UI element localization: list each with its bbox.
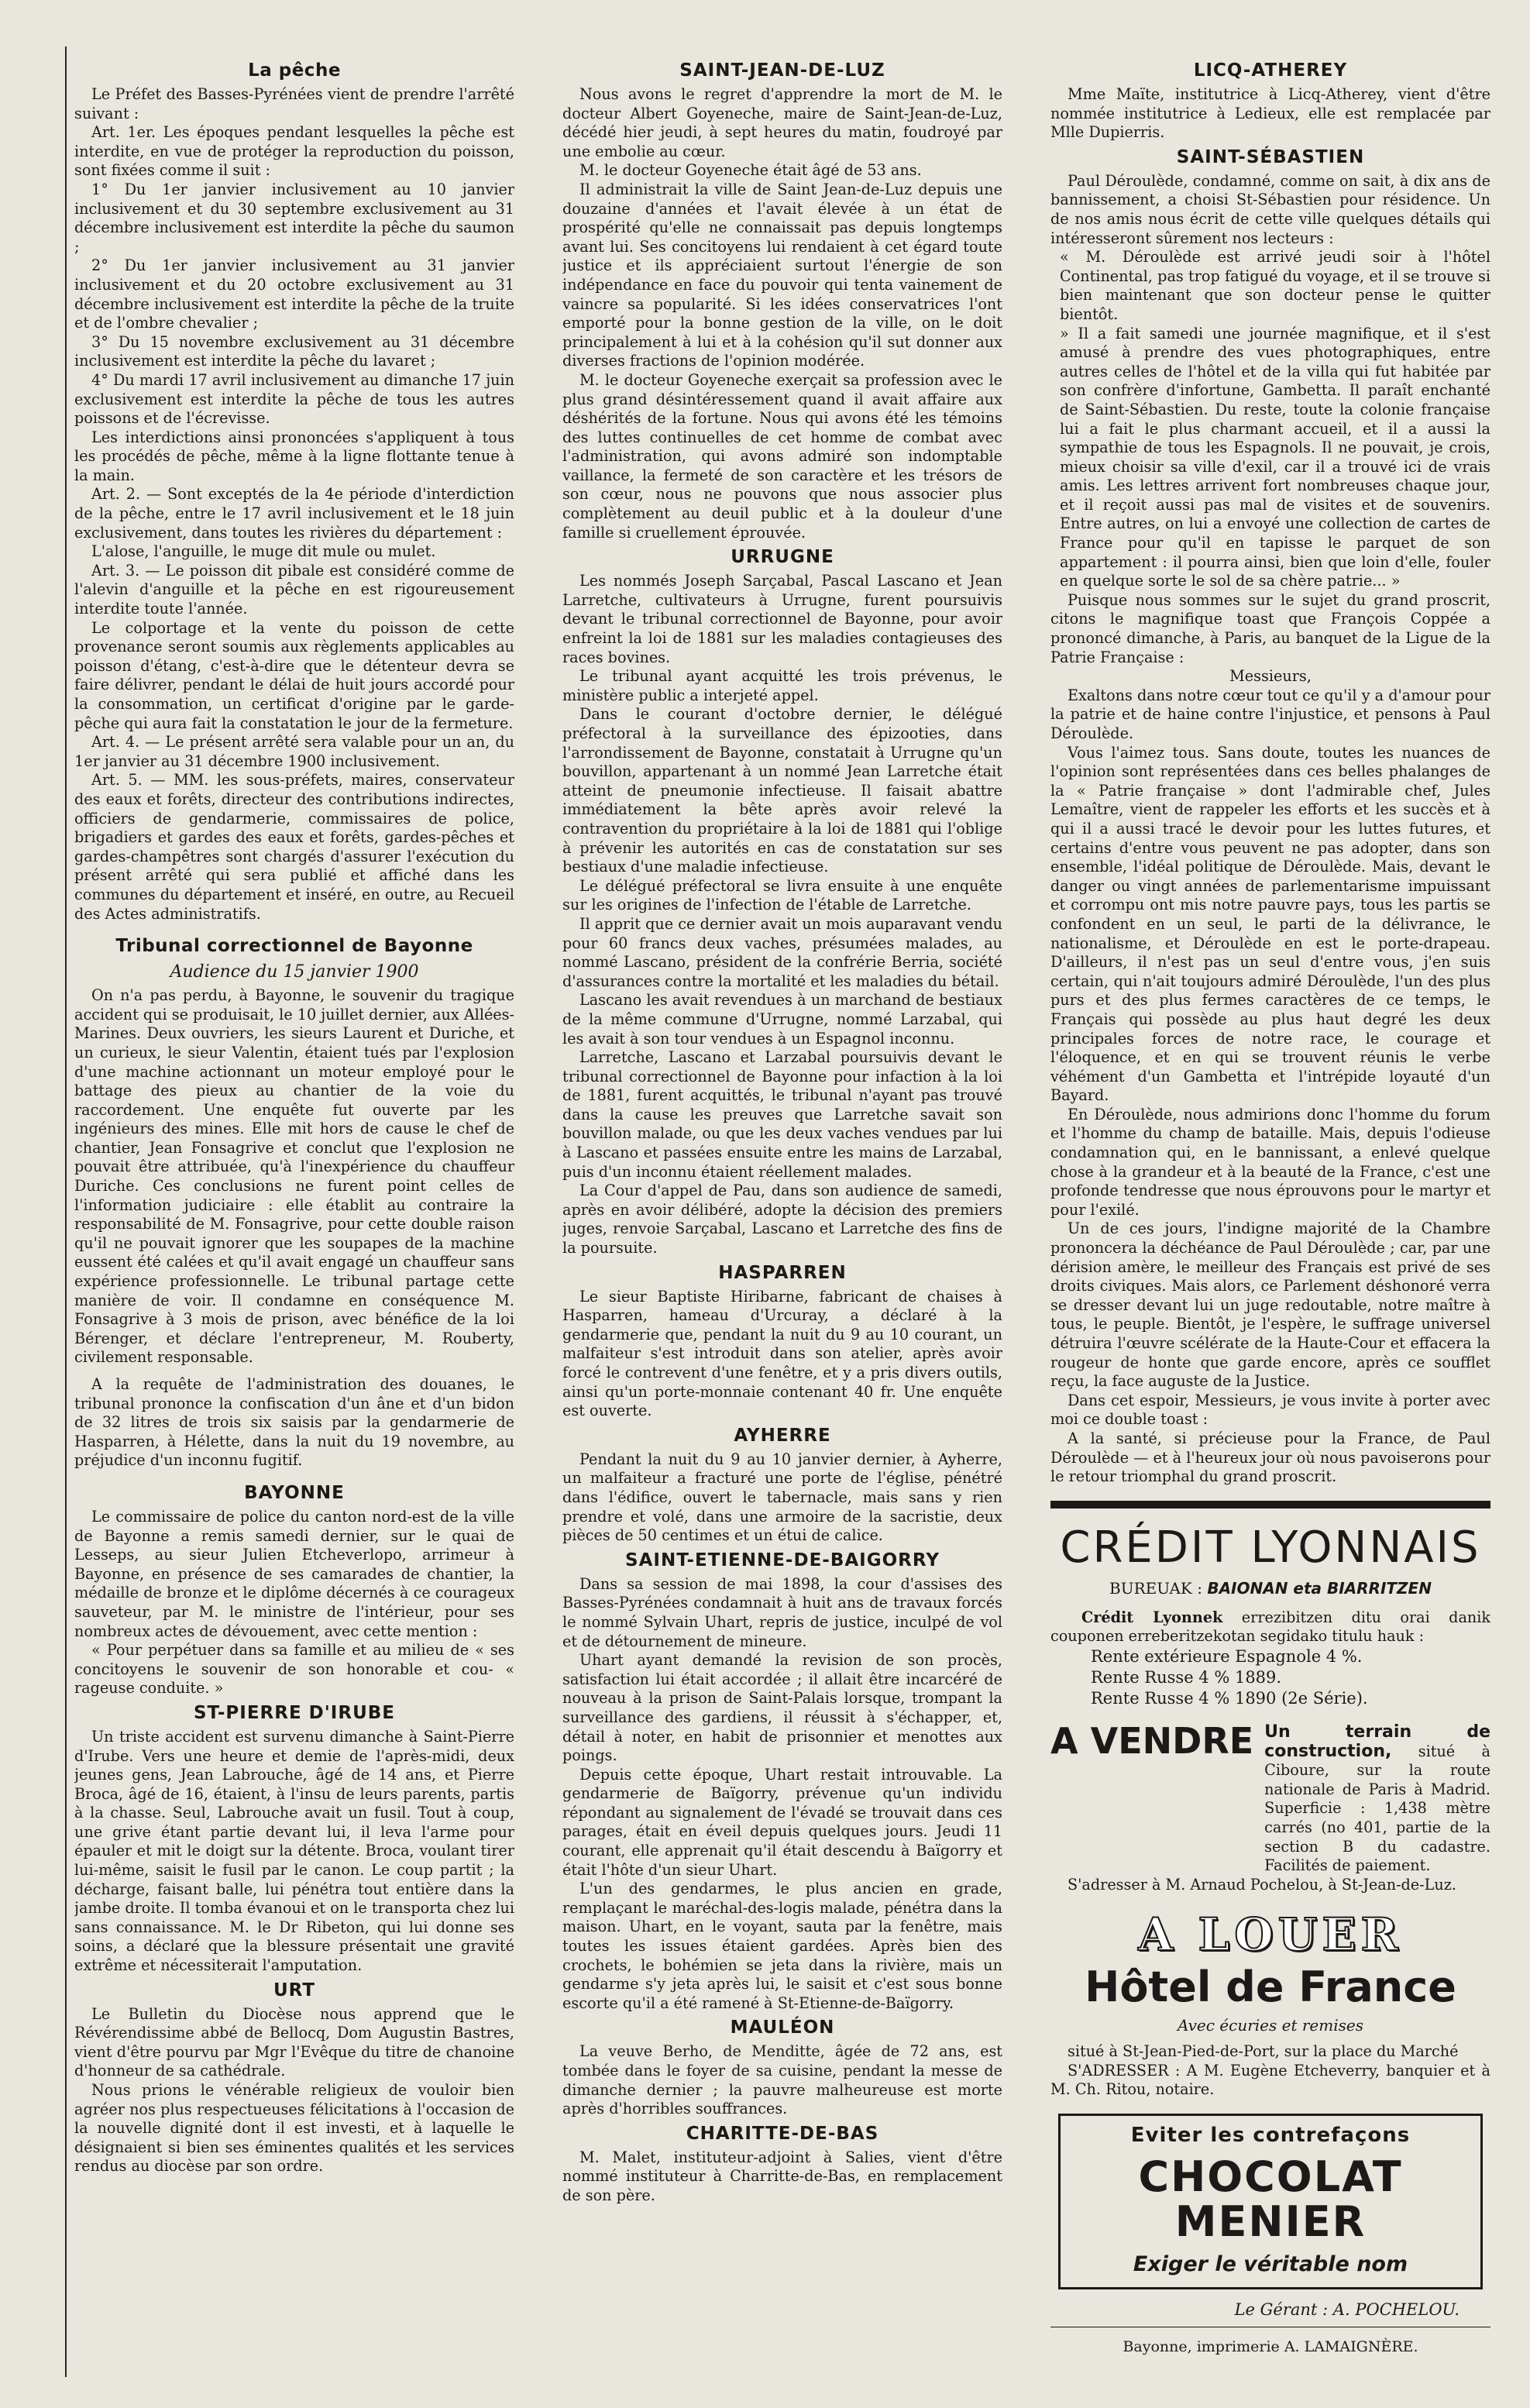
vendre-contact: S'adresser à M. Arnaud Pochelou, à St-Jean-de-Luz. [1068,1875,1456,1894]
paragraph: Art. 2. — Sont exceptés de la 4e période d'interdiction de la pêche, entre le 17 avril inclusivement et le 18 juin exclusivement, dans toutes les rivières du département : [74,485,514,542]
paragraph: Le Bulletin du Diocèse nous apprend que le Révérendissime abbé de Bellocq, Dom Augustin Bastres, vient d'être pourvu par Mgr l'Evêque du titre de chanoine d'honneur de sa cathédrale. [74,2004,514,2080]
credit-bureau-label: BUREUAK : [1109,1578,1202,1598]
credit-title: CRÉDIT LYONNAIS [1060,1522,1481,1573]
paragraph: 1° Du 1er janvier inclusivement au 10 janvier inclusivement et du 30 septembre exclusivement au 31 décembre inclusivement est interdite la pêche du saumon ; [74,180,514,256]
section-title-mauleon: MAULÉON [730,2018,835,2038]
rente-item: Rente Russe 4 % 1889. [1091,1667,1282,1687]
paragraph: Art. 1er. Les époques pendant lesquelles la pêche est interdite, en vue de protéger la reproduction du poisson, sont fixées comme il suit : [74,123,514,180]
columns [74,56,1490,2377]
section-title-urrugne: URRUGNE [731,547,834,568]
paragraph: M. le docteur Goyeneche était âgé de 53 ans. [579,161,922,180]
section-title-peche: La pêche [248,60,341,81]
paragraph: Le délégué préfectoral se livra ensuite à une enquête sur les origines de l'infection de l'étable de Larretche. [562,876,1002,914]
paragraph: Le sieur Baptiste Hiribarne, fabricant de chaises à Hasparren, hameau d'Urcuray, a déclaré à la gendarmerie que, pendant la nuit du 9 au 10 courant, un malfaiteur s'est introduit dans son atelier, après avoir forcé le contrevent d'une fenêtre, et y a pris divers outils, ainsi qu'un porte-monnaie contenant 40 fr. Une enquête est ouverte. [562,1287,1002,1420]
ad-menier [1058,2114,1483,2289]
hotel-title: Hôtel de France [1085,1963,1456,2012]
menier-ask: Exiger le véritable nom [1133,2252,1408,2277]
rente-list [1050,1646,1490,1709]
paragraph: A la requête de l'administration des douanes, le tribunal prononce la confiscation d'un âne et d'un bidon de 32 litres de trois six saisis par la gendarmerie de Hasparren, à Hélette, dans la nuit du 19 novembre, au préjudice d'un inconnu fugitif. [74,1375,514,1470]
section-title-urt: URT [273,1980,316,2000]
vendre-bold: Un terrain de construction, [1264,1722,1490,1761]
paragraph: Uhart ayant demandé la revision de son procès, satisfaction lui était accordée ; il allait être incarcéré de nouveau à la prison de Saint-Palais lorsque, trompant la surveillance des gardiens, il réussit à s'échapper, et, détail à noter, en habit de prisonnier et menottes aux poings. [562,1651,1002,1765]
peche-article [74,85,514,924]
paragraph: Depuis cette époque, Uhart restait introuvable. La gendarmerie de Baïgorry, prévenue qu'un individu répondant au signalement de l'évadé se trouvait dans ces parages, était en éveil depuis quelques jours. Jeudi 11 courant, elle apprenait qu'il était descendu à Baïgorry et était l'hôte d'un sieur Uhart. [562,1765,1002,1879]
paragraph: Le Préfet des Basses-Pyrénées vient de prendre l'arrêté suivant : [74,85,514,122]
hotel-text: situé à St-Jean-Pied-de-Port, sur la place du Marché [1068,2042,1459,2061]
paragraph: Paul Déroulède, condamné, comme on sait, à dix ans de bannissement, a choisi St-Sébastien pour résidence. Un de nos amis nous écrit de cette ville quelques détails qui intéresseront sûrement nos lecteurs : [1050,171,1490,247]
paragraph: Puisque nous sommes sur le sujet du grand proscrit, citons le magnifique toast que François Coppée a prononcé dimanche, à Paris, au banquet de la Ligue de la Patrie Française : [1050,590,1490,666]
paragraph: Art. 3. — Le poisson dit pibale est considéré comme de l'alevin d'anguille et la pêche en est rigoureusement interdite toute l'année. [74,561,514,618]
section-title-sjdl: SAINT-JEAN-DE-LUZ [679,60,885,81]
paragraph: Le colportage et la vente du poisson de cette provenance seront soumis aux règlements applicables au poisson d'étang, c'est-à-dire que le détenteur devra se faire délivrer, pendant le délai de huit jours accordé pour la consommation, un certificat d'origine par le garde-pêche qui aura fait la constatation le jour de la fermeture. [74,618,514,732]
ad-divider [1050,1501,1490,1508]
paragraph: Larretche, Lascano et Larzabal poursuivis devant le tribunal correctionnel de Bayonne pour infaction à la loi de 1881, furent acquittés, le tribunal n'ayant pas trouvé dans la cause les preuves que Larretche savait son bouvillon malade, ou que les deux vaches vendues par lui à Lascano et passées ensuite entre les mains de Larzabal, puis d'un inconnu étaient réellement malades. [562,1048,1002,1181]
section-title-bayonne: BAYONNE [244,1482,345,1503]
paragraph: Nous avons le regret d'apprendre la mort de M. le docteur Albert Goyeneche, maire de Saint-Jean-de-Luz, décédé hier jeudi, à sept heures du matin, foudroyé par une embolie au cœur. [562,85,1002,160]
credit-text: errezibitzen ditu orai danik couponen erreberitzekotan segidako titulu hauk : [1050,1608,1490,1646]
louer-title: A LOUER [1138,1908,1403,1962]
paragraph: Art. 4. — Le présent arrêté sera valable pour un an, du 1er janvier au 31 décembre 1900 inclusivement. [74,733,514,770]
menier-chocolat: CHOCOLAT [1138,2152,1403,2202]
paragraph: Messieurs, [1229,667,1312,686]
paragraph: Les interdictions ainsi prononcées s'appliquent à tous les procédés de pêche, même à la ligne flottante tenue à la main. [74,428,514,484]
vendre-body [1264,1723,1490,1876]
gerant: Le Gérant : A. POCHELOU. [1050,2300,1490,2327]
section-title-charitte: CHARITTE-DE-BAS [686,2123,879,2144]
section-title-tribunal: Tribunal correctionnel de Bayonne [115,936,473,957]
credit-lead: Crédit Lyonnek [1081,1608,1223,1626]
section-title-irube: ST-PIERRE D'IRUBE [193,1702,395,1723]
column-1 [74,56,514,2377]
section-title-ayherre: AYHERRE [734,1425,831,1446]
paragraph: Le tribunal ayant acquitté les trois prévenus, le ministère public a interjeté appel. [562,667,1002,704]
paragraph: Mme Maïte, institutrice à Licq-Atherey, vient d'être nommée institutrice à Ledieux, elle est remplacée par Mlle Dupierris. [1050,85,1490,142]
paragraph: Les nommés Joseph Sarçabal, Pascal Lascano et Jean Larretche, cultivateurs à Urrugne, furent poursuivis devant le tribunal correctionnel de Bayonne, pour avoir enfreint la loi de 1881 sur les maladies contagieuses des races bovines. [562,572,1002,666]
section-title-hasparren: HASPARREN [718,1262,847,1283]
rente-item: Rente Russe 4 % 1890 (2e Série). [1091,1688,1368,1708]
audience-date: Audience du 15 janvier 1900 [170,962,419,982]
paragraph: » Il a fait samedi une journée magnifique, et il s'est amusé à prendre des vues photographiques, entre autres celles de l'hôtel et de la villa qui fut habitée par son confrère d'infortune, Gambetta. Il paraît enchanté de Saint-Sébastien. Du reste, toute la colonie française lui a fait le plus charmant accueil, et il a aussi la sympathie de tous les Espagnols. Il ne pouvait, je crois, mieux choisir sa ville d'exil, car il a trouvé ici de vrais amis. Les lettres arrivent fort nombreuses chaque jour, et il reçoit aussi pas mal de visites et de souvenirs. Entre autres, on lui a envoyé une collection de cartes de France pour qu'il en tapisse le parquet de son appartement : il pourra ainsi, bien que loin d'elle, fouler en quelque sorte le sol de sa chère patrie... » [1060,324,1490,590]
paragraph: Exaltons dans notre cœur tout ce qu'il y a d'amour pour la patrie et de haine contre l'injustice, et pensons à Paul Déroulède. [1050,686,1490,742]
menier-brand: MENIER [1174,2197,1367,2247]
paragraph: L'alose, l'anguille, le muge dit mule ou mulet. [91,542,436,561]
section-title-baigorry: SAINT-ETIENNE-DE-BAIGORRY [625,1550,940,1570]
paragraph: Un de ces jours, l'indigne majorité de la Chambre prononcera la déchéance de Paul Déroulède ; car, par une dérision amère, le meilleur des Français est privé de ses droits civiques. Mais alors, ce Parlement déshonoré verra se dresser devant lui un juge redoutable, notre maître à tous, le peuple. Bientôt, je l'espère, le suffrage universel détruira l'œuvre scélérate de la Haute-Cour et effacera la rougeur de honte que garde encore, après ce soufflet reçu, la face auguste de la Justice. [1050,1219,1490,1391]
paragraph: Le commissaire de police du canton nord-est de la ville de Bayonne a remis samedi dernier, sur le quai de Lesseps, au sieur Julien Etcheverlopo, arrimeur à Bayonne, en présence de ses camarades de chantier, la médaille de bronze et le diplôme décernés à ce courageux sauveteur, par M. le ministre de l'intérieur, pour ses nombreux actes de dévouement, avec cette mention : [74,1507,514,1640]
paragraph: Vous l'aimez tous. Sans doute, toutes les nuances de l'opinion sont représentées dans ces belles phalanges de la « Patrie française » dont l'admirable chef, Jules Lemaître, vient de rappeler les efforts et les succès et à qui il a aussi tracé le devoir pour les luttes futures, et certains d'entre vous peuvent ne pas adopter, dans son ensemble, l'idéal politique de Déroulède. Mais, devant le danger ou vingt années de parlementarisme impuissant et corrompu ont mis notre pauvre pays, tous les partis se confondent en un seul, le parti de la délivrance, le nationalisme, et Déroulède en est le porte-drapeau. D'ailleurs, il n'est pas un seul d'entre vous, j'en suis certain, qui n'ait toujours admiré Déroulède, l'un des plus purs et des plus fermes caractères de ce temps, le Français qui possède au plus haut degré les deux principales forces de notre race, le courage et l'éloquence, et en qui se trouvent réunis le verbe véhément d'un Gambetta et l'intrépide loyauté d'un Bayard. [1050,743,1490,1105]
paragraph: On n'a pas perdu, à Bayonne, le souvenir du tragique accident qui se produisait, le 10 juillet dernier, aux Allées-Marines. Deux ouvriers, les sieurs Laurent et Duriche, et un curieux, le sieur Valentin, étaient tués par l'explosion d'une machine actionnant un moteur employé pour le battage des pieux au chantier de la voie du raccordement. Une enquête fut ouverte par les ingénieurs des mines. Elle mit hors de cause le chef de chantier, Jean Fonsagrive et conclut que l'explosion ne pouvait être attribuée, qu'à l'inexpérience du chauffeur Duriche. Ces conclusions ne furent point celles de l'information judiciaire : elle établit au contraire la responsabilité de M. Fonsagrive, pour cette double raison qu'il ne pouvait ignorer que les soupapes de la machine eussent été calées et qu'il avait engagé un chauffeur sans expérience professionnelle. Le tribunal partage cette manière de voir. Il condamne en conséquence M. Fonsagrive à 3 mois de prison, avec bénéfice de la loi Bérenger, et déclare l'entrepreneur, M. Rouberty, civilement responsable. [74,986,514,1367]
paragraph: L'un des gendarmes, le plus ancien en grade, remplaçant le maréchal-des-logis malade, pénétra dans la maison. Uhart, en le voyant, sauta par la fenêtre, mais toutes les issues étaient gardées. Après bien des crochets, le bohémien se jeta dans la rivière, mais un gendarme s'y jeta après lui, le saisit et c'est sous bonne escorte qu'il a été ramené à St-Etienne-de-Baïgorry. [562,1880,1002,2012]
hotel-ecuries: Avec écuries et remises [1177,2016,1363,2035]
paragraph: « Pour perpétuer dans sa famille et au milieu de « ses concitoyens le souvenir de son honorable et cou- « rageuse conduite. » [74,1641,514,1698]
paragraph: Lascano les avait revendues à un marchand de bestiaux de la même commune d'Urrugne, nommé Larzabal, qui les avait à son tour vendues à un Espagnol inconnu. [562,991,1002,1047]
credit-bureau-value: BAIONAN eta BIARRITZEN [1207,1578,1432,1598]
section-title-sebastien: SAINT-SÉBASTIEN [1176,146,1365,167]
paragraph: Pendant la nuit du 9 au 10 janvier dernier, à Ayherre, un malfaiteur a fracturé une porte de l'église, pénétré dans l'édifice, ouvert le tabernacle, mais sans y rien prendre et volé, dans une armoire de la sacristie, deux pièces de 50 centimes et un étui de calice. [562,1450,1002,1545]
paragraph: La veuve Berho, de Menditte, âgée de 72 ans, est tombée dans le foyer de sa cuisine, pendant la messe de dimanche dernier ; la pauvre malheureuse est morte après d'horribles souffrances. [562,2042,1002,2118]
paragraph: Un triste accident est survenu dimanche à Saint-Pierre d'Irube. Vers une heure et demie de l'après-midi, deux jeunes gens, Jean Labrouche, âgé de 14 ans, et Pierre Broca, âgé de 16, étaient, à l'insu de leurs parents, partis à la chasse. Seul, Labrouche avait un fusil. Tout à coup, une grive étant partie devant lui, il leva l'arme pour épauler et mit le doigt sur la détente. Broca, voulant tirer lui-même, saisit le fusil par le canon. Le coup partit ; la décharge, faisant balle, lui pénétra tout entière dans la jambe droite. Il tomba évanoui et on le transporta chez lui sans connaissance. M. le Dr Ribeton, qui lui donne ses soins, a déclaré que la blessure présentait une gravité extrême et nécessiterait l'amputation. [74,1727,514,1975]
paragraph: En Déroulède, nous admirions donc l'homme du forum et l'homme du champ de bataille. Mais, depuis l'odieuse condamnation qui, en le bannissant, a enlevé quelque chose à la grandeur et à la beauté de la France, c'est une profonde tendresse que nous éprouvons pour le martyr et pour l'exilé. [1050,1105,1490,1219]
section-title-licq: LICQ-ATHEREY [1193,60,1348,81]
left-border-line [65,46,67,2377]
paragraph: Nous prions le vénérable religieux de vouloir bien agréer nos plus respectueuses félicitations à l'occasion de la nouvelle dignité dont il est investi, et à laquelle le désignaient si bien ses éminentes qualités et les services rendus au diocèse par son ordre. [74,2081,514,2176]
imprimerie: Bayonne, imprimerie A. LAMAIGNÈRE. [1123,2338,1418,2356]
paragraph: « M. Déroulède est arrivé jeudi soir à l'hôtel Continental, pas trop fatigué du voyage, et il se trouve si bien maintenant que son docteur pense le quitter bientôt. [1060,248,1490,323]
hotel-contact: S'ADRESSER : A M. Eugène Etcheverry, banquier et à M. Ch. Ritou, notaire. [1050,2061,1490,2099]
paragraph: Dans le courant d'octobre dernier, le délégué préfectoral à la surveillance des épizooties, dans l'arrondissement de Bayonne, constatait à Urrugne qu'un bouvillon, appartenant à un nommé Jean Larretche était atteint de pneumonie infectieuse. Il faisait abattre immédiatement la bête après avoir relevé la contravention du propriétaire à la loi de 1881 qui l'oblige à prévenir les autorités en cas de constatation sur ses bestiaux d'une maladie infectieuse. [562,705,1002,876]
ad-credit-lyonnais [1050,1522,1490,1709]
paragraph: M. Malet, instituteur-adjoint à Salies, vient d'être nommé instituteur à Charritte-de-Bas, en remplacement de son père. [562,2148,1002,2204]
paragraph: 2° Du 1er janvier inclusivement au 31 janvier inclusivement et du 20 octobre exclusivement au 31 décembre inclusivement est interdite la pêche de la truite et de l'ombre chevalier ; [74,256,514,332]
column-3 [1050,56,1490,2377]
vendre-title: A VENDRE [1050,1719,1254,1762]
paragraph: A la santé, si précieuse pour la France, de Paul Déroulède — et à l'heureux jour où nous pavoiserons pour le retour triomphal du grand proscrit. [1050,1429,1490,1486]
paragraph: M. le docteur Goyeneche exerçait sa profession avec le plus grand désintéressement quand il avait affaire aux déshérités de la fortune. Nous qui avons été les témoins des luttes continuelles de cet homme de combat avec l'administration, qui avons admiré son indomptable vaillance, la fermeté de son caractère et les trésors de son cœur, nous ne pouvons que nous associer plus complètement au deuil public et à la douleur d'une famille si cruellement éprouvée. [562,370,1002,542]
credit-bureau [1050,1579,1490,1598]
paragraph: 4° Du mardi 17 avril inclusivement au dimanche 17 juin exclusivement est interdite la pêche de tous les autres poissons et de l'écrevisse. [74,370,514,428]
paragraph: Il administrait la ville de Saint Jean-de-Luz depuis une douzaine d'années et l'avait élevée à un état de prospérité qu'elle ne connaissait pas depuis longtemps avant lui. Ses concitoyens lui rendaient à cet égard toute justice et ils appréciaient surtout l'énergie de son indépendance en face du pouvoir qui tenta vainement de vaincre sa popularité. Si les idées conservatrices l'ont emporté pour la bonne gestion de la ville, on le doit principalement à lui et à la cohésion qu'il sut donner aux diverses fractions de l'opinion modérée. [562,180,1002,370]
ad-vendre [1050,1719,1490,1876]
vendre-text: situé à Ciboure, sur la route nationale de Paris à Madrid. Superficie : 1,438 mètre carrés (no 401, partie de la section B du cadastre. Facilités de paiement. [1264,1742,1490,1875]
paragraph: La Cour d'appel de Pau, dans son audience de samedi, après en avoir délibéré, adopte la décision des premiers juges, renvoie Sarçabal, Lascano et Larretche des fins de la poursuite. [562,1182,1002,1257]
paragraph: Il apprit que ce dernier avait un mois auparavant vendu pour 60 francs deux vaches, présumées malades, au nommé Lascano, président de la confrérie Berria, société d'assurances contre la mortalité et les maladies du bétail. [562,914,1002,990]
paragraph: Dans sa session de mai 1898, la cour d'assises des Basses-Pyrénées condamnait à huit ans de travaux forcés le nommé Sylvain Uhart, repris de justice, inculpé de vol et de détournement de mineure. [562,1574,1002,1650]
paragraph: 3° Du 15 novembre exclusivement au 31 décembre inclusivement est interdite la pêche du lavaret ; [74,332,514,370]
column-2 [562,56,1002,2377]
paragraph: Art. 5. — MM. les sous-préfets, maires, conservateur des eaux et forêts, directeur des contributions indirectes, officiers de gendarmerie, commissaires de police, brigadiers et gardes des eaux et forêts, gardes-pêches et gardes-champêtres sont chargés d'assurer l'exécution du présent arrêté qui sera publié et affiché dans les communes du département et inséré, en outre, au Recueil des Actes administratifs. [74,771,514,923]
rente-item: Rente extérieure Espagnole 4 %. [1091,1646,1363,1666]
credit-line [1050,1608,1490,1646]
paragraph: Dans cet espoir, Messieurs, je vous invite à porter avec moi ce double toast : [1050,1391,1490,1429]
menier-warning: Eviter les contrefaçons [1130,2124,1411,2148]
